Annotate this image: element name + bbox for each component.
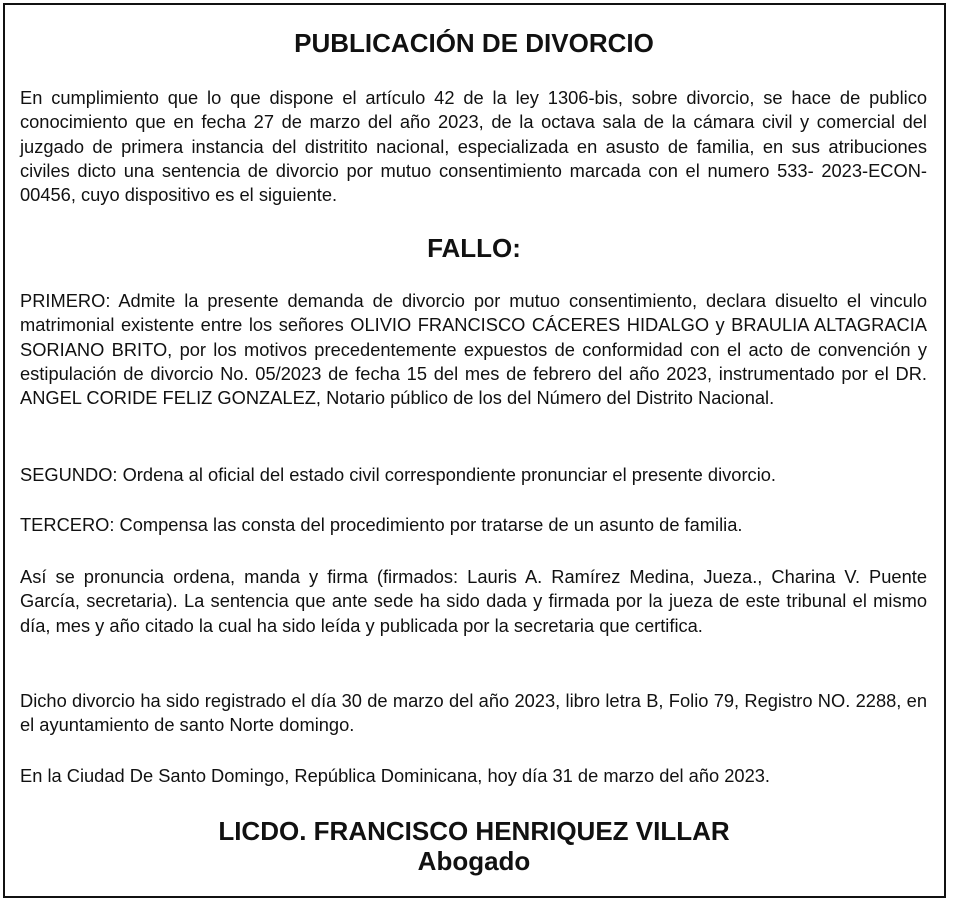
- notice-title: PUBLICACIÓN DE DIVORCIO: [294, 28, 654, 58]
- pronuncia-paragraph: Así se pronuncia ordena, manda y firma (firmados: Lauris A. Ramírez Medina, Jueza., Charina V. Puente García, secretaria). La sentencia que ante sede ha sido dada y firmada por la jueza de este tribunal el mismo día, mes y año citado la cual ha sido leída y publicada por la secretaria que certifica.: [20, 566, 927, 636]
- primero-paragraph: PRIMERO: Admite la presente demanda de divorcio por mutuo consentimiento, declara disuelto el vinculo matrimonial existente entre los señores OLIVIO FRANCISCO CÁCERES HIDALGO y BRAULIA ALTAGRACIA SORIANO BRITO, por los motivos precedentemente expuestos de conformidad con el acto de convención y estipulación de divorcio No. 05/2023 de fecha 15 del mes de febrero del año 2023, instrumentado por el DR. ANGEL CORIDE FELIZ GONZALEZ, Notario público de los del Número del Distrito Nacional.: [20, 290, 927, 409]
- signer-name: LICDO. FRANCISCO HENRIQUEZ VILLAR: [218, 816, 730, 846]
- place-date-paragraph: En la Ciudad De Santo Domingo, República Dominicana, hoy día 31 de marzo del año 2023.: [20, 765, 770, 786]
- segundo-paragraph: SEGUNDO: Ordena al oficial del estado civil correspondiente pronunciar el presente divorcio.: [20, 464, 777, 485]
- tercero-paragraph: TERCERO: Compensa las consta del procedimiento por tratarse de un asunto de familia.: [20, 514, 743, 535]
- registro-paragraph: Dicho divorcio ha sido registrado el día 30 de marzo del año 2023, libro letra B, Folio 79, Registro NO. 2288, en el ayuntamiento de santo Norte domingo.: [20, 690, 927, 736]
- fallo-heading: FALLO:: [427, 233, 521, 263]
- signer-role: Abogado: [417, 846, 531, 876]
- intro-paragraph: En cumplimiento que lo que dispone el artículo 42 de la ley 1306-bis, sobre divorcio, se hace de publico conocimiento que en fecha 27 de marzo del año 2023, de la octava sala de la cámara civil y comercial del juzgado de primera instancia del distritito nacional, especializada en asusto de familia, en sus atribuciones civiles dicto una sentencia de divorcio por mutuo consentimiento marcada con el numero 533- 2023-ECON-00456, cuyo dispositivo es el siguiente.: [20, 87, 927, 206]
